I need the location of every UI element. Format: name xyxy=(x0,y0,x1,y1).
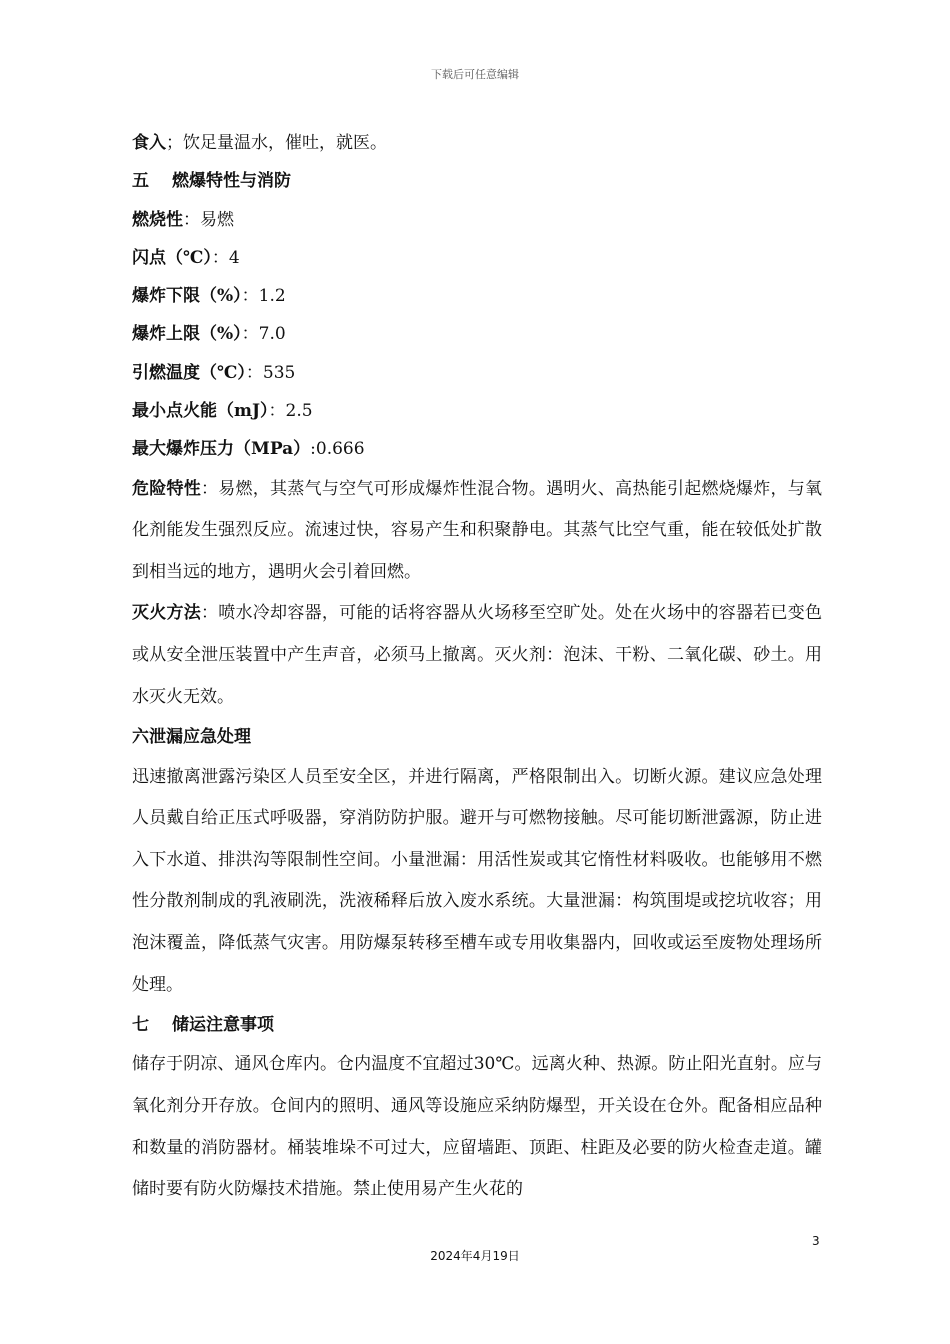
flash-point-label: 闪点（℃） xyxy=(132,247,212,268)
section-6-paragraph: 迅速撤离泄露污染区人员至安全区，并进行隔离，严格限制出入。切断火源。建议应急处理人员戴自给正压式呼吸器，穿消防防护服。避开与可燃物接触。尽可能切断泄露源，防止进入下水道、排洪沟等限制性空间。小量泄漏：用活性炭或其它惰性材料吸收。也能够用不燃性分散剂制成的乳液刷洗，洗液稀释后放入废水系统。大量泄漏：构筑围堤或挖坑收容；用泡沫覆盖，降低蒸气灾害。用防爆泵转移至槽车或专用收集器内，回收或运至废物处理场所处理。 xyxy=(132,766,822,995)
ingestion-line xyxy=(132,124,822,162)
ignition-temperature-label: 引燃温度（℃） xyxy=(132,362,246,383)
flash-point-value: ：4 xyxy=(211,247,240,268)
page-header: 下载后可任意编辑 xyxy=(431,68,519,81)
lower-explosive-limit-value: ：1.2 xyxy=(241,286,286,307)
section-7-heading xyxy=(132,1006,822,1044)
max-explosion-pressure-value: :0.666 xyxy=(310,439,365,460)
upper-explosive-limit-label: 爆炸上限（%） xyxy=(132,324,242,345)
ingestion-label: 食入 xyxy=(132,133,166,153)
ignition-temperature-line xyxy=(132,354,822,392)
hazard-text: ：易燃，其蒸气与空气可形成爆炸性混合物。遇明火、高热能引起燃烧爆炸，与氧化剂能发生强烈反应。流速过快，容易产生和积聚静电。其蒸气比空气重，能在较低处扩散到相当远的地方，遇明火会引着回燃。 xyxy=(132,478,823,582)
section-7-number: 七 xyxy=(132,1015,149,1036)
upper-explosive-limit-line xyxy=(132,315,822,353)
section-7-title: 储运注意事项 xyxy=(172,1015,274,1036)
lower-explosive-limit-line xyxy=(132,277,822,315)
extinguishing-paragraph xyxy=(132,593,822,718)
flammability-line xyxy=(132,201,822,239)
min-ignition-energy-value: ：2.5 xyxy=(268,401,313,422)
section-5-heading xyxy=(132,162,822,200)
section-6-heading: 六泄漏应急处理 xyxy=(132,727,251,748)
flammability-label: 燃烧性 xyxy=(132,209,183,230)
extinguishing-label: 灭火方法 xyxy=(132,603,202,624)
lower-explosive-limit-label: 爆炸下限（%） xyxy=(132,286,242,307)
footer-date: 2024年4月19日 xyxy=(430,1249,520,1263)
page-number: 3 xyxy=(812,1234,820,1248)
hazard-paragraph xyxy=(132,469,822,594)
section-5-number: 五 xyxy=(132,171,149,192)
section-5-title: 燃爆特性与消防 xyxy=(172,171,291,192)
extinguishing-text: ：喷水冷却容器，可能的话将容器从火场移至空旷处。处在火场中的容器若已变色或从安全泄压装置中产生声音，必须马上撤离。灭火剂：泡沫、干粉、二氧化碳、砂土。用水灭火无效。 xyxy=(132,603,823,707)
min-ignition-energy-line xyxy=(132,392,822,430)
min-ignition-energy-label: 最小点火能（mJ） xyxy=(132,401,269,422)
upper-explosive-limit-value: ：7.0 xyxy=(241,324,286,345)
document-body xyxy=(132,124,822,1211)
ignition-temperature-value: ：535 xyxy=(245,362,296,383)
section-7-paragraph: 储存于阴凉、通风仓库内。仓内温度不宜超过30℃。远离火种、热源。防止阳光直射。应与氧化剂分开存放。仓间内的照明、通风等设施应采纳防爆型，开关设在仓外。配备相应品种和数量的消防器材。桶装堆垛不可过大，应留墙距、顶距、柱距及必要的防火检查走道。罐储时要有防火防爆技术措施。禁止使用易产生火花的 xyxy=(132,1054,822,1200)
max-explosion-pressure-line xyxy=(132,430,822,468)
hazard-label: 危险特性 xyxy=(132,478,202,499)
flammability-value: ：易燃 xyxy=(183,209,234,230)
ingestion-value: ；饮足量温水，催吐，就医。 xyxy=(166,133,387,153)
max-explosion-pressure-label: 最大爆炸压力（MPa） xyxy=(132,439,311,460)
flash-point-line xyxy=(132,239,822,277)
